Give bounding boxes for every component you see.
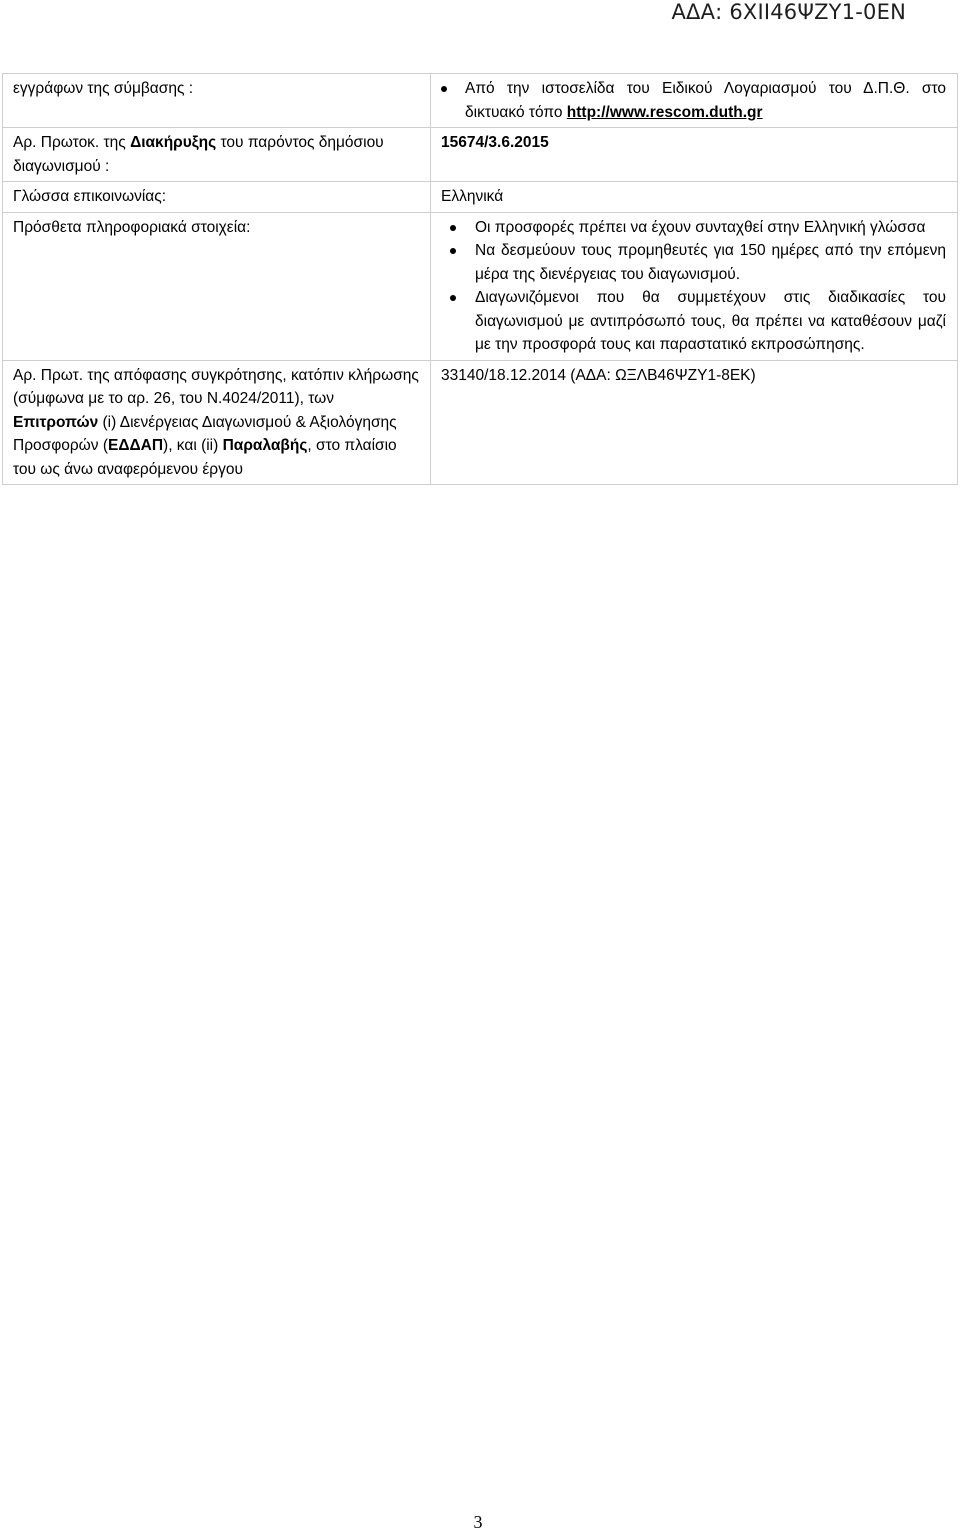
documents-value — [431, 74, 958, 128]
documents-source-text: Από την ιστοσελίδα του Ειδικού Λογαριασμού του Δ.Π.Θ. στο δικτυακό τόπο — [465, 80, 946, 121]
declaration-protocol-label: Αρ. Πρωτοκ. της Διακήρυξης του παρόντος δημόσιου διαγωνισμού : — [3, 128, 431, 182]
table-row — [3, 74, 958, 128]
list-item: Οι προσφορές πρέπει να έχουν συνταχθεί στην Ελληνική γλώσσα — [441, 216, 946, 240]
declaration-protocol-value: 15674/3.6.2015 — [431, 128, 958, 182]
table-row — [3, 128, 958, 182]
additional-info-value — [431, 212, 958, 360]
rescom-link[interactable]: http://www.rescom.duth.gr — [566, 103, 763, 121]
table-row — [3, 360, 958, 485]
list-item — [441, 77, 946, 124]
page-number: 3 — [473, 1512, 483, 1532]
additional-info-list — [441, 216, 946, 357]
table-row — [3, 212, 958, 360]
committee-decision-label: Αρ. Πρωτ. της απόφασης συγκρότησης, κατόπιν κλήρωσης (σύμφωνα με το αρ. 26, του Ν.4024/2011), των Επιτροπών (i) Διενέργειας Διαγωνισμού & Αξιολόγησης Προσφορών (ΕΔΔΑΠ), και (ii) Παραλαβής, στο πλαίσιο του ως άνω αναφερόμενου έργου — [3, 360, 431, 485]
document-table — [2, 73, 958, 485]
language-label: Γλώσσα επικοινωνίας: — [3, 182, 431, 213]
documents-label: εγγράφων της σύμβασης : — [3, 74, 431, 128]
committee-decision-value: 33140/18.12.2014 (ΑΔΑ: ΩΞΛΒ46ΨΖΥ1-8ΕΚ) — [431, 360, 958, 485]
table-row — [3, 182, 958, 213]
list-item: Διαγωνιζόμενοι που θα συμμετέχουν στις διαδικασίες του διαγωνισμού με αντιπρόσωπό τους, θα πρέπει να καταθέσουν μαζί με την προσφορά τους και παραστατικό εκπροσώπησης. — [441, 286, 946, 357]
additional-info-label: Πρόσθετα πληροφοριακά στοιχεία: — [3, 212, 431, 360]
list-item: Να δεσμεύουν τους προμηθευτές για 150 ημέρες από την επόμενη μέρα της διενέργειας του διαγωνισμού. — [441, 239, 946, 286]
ada-header: ΑΔΑ: 6ΧΙΙ46ΨΖΥ1-0ΕΝ — [671, 0, 906, 24]
language-value: Ελληνικά — [431, 182, 958, 213]
